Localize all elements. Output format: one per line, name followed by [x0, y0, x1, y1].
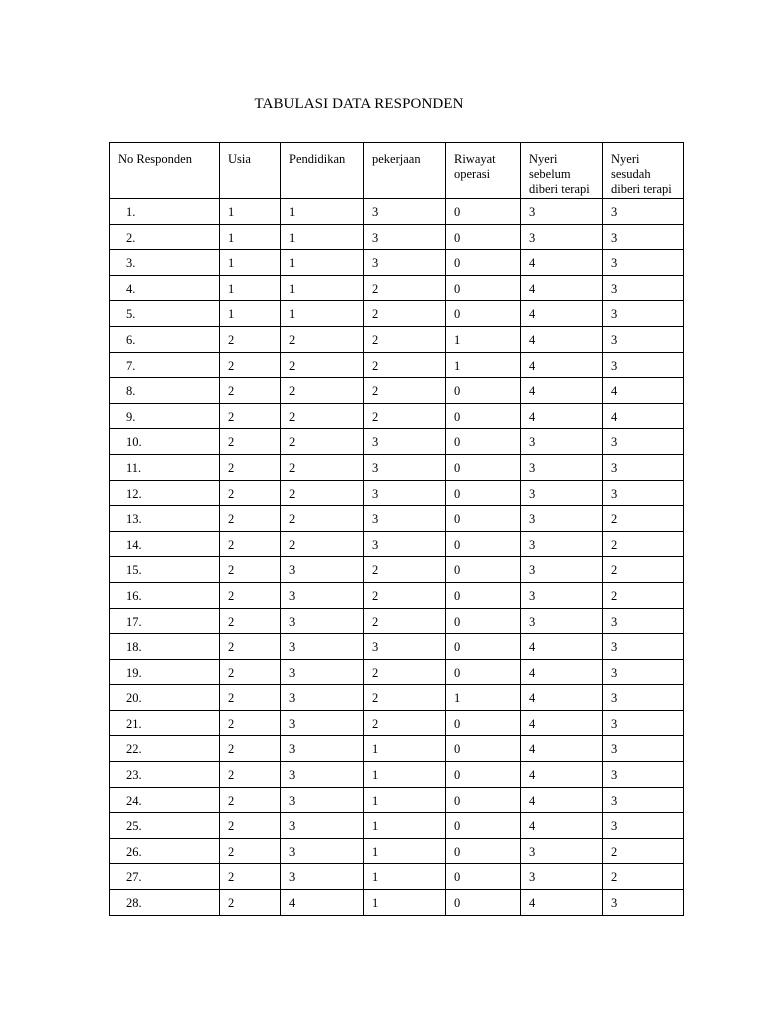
- cell-riwayat-operasi: 0: [446, 890, 521, 916]
- table-row: [110, 813, 684, 839]
- cell-pendidikan: 2: [281, 326, 364, 352]
- table-row: [110, 250, 684, 276]
- column-header-line: Nyeri: [611, 152, 640, 166]
- column-header-line: Nyeri: [529, 152, 558, 166]
- cell-nyeri-sesudah: 3: [603, 275, 684, 301]
- cell-no-responden: 15.: [110, 557, 220, 583]
- cell-pendidikan: 3: [281, 787, 364, 813]
- table-row: [110, 454, 684, 480]
- cell-pendidikan: 3: [281, 582, 364, 608]
- cell-pendidikan: 2: [281, 454, 364, 480]
- cell-nyeri-sesudah: 3: [603, 890, 684, 916]
- cell-pendidikan: 3: [281, 864, 364, 890]
- cell-pekerjaan: 2: [364, 326, 446, 352]
- cell-usia: 2: [220, 838, 281, 864]
- cell-riwayat-operasi: 0: [446, 403, 521, 429]
- cell-usia: 1: [220, 301, 281, 327]
- cell-nyeri-sesudah: 3: [603, 480, 684, 506]
- cell-no-responden: 6.: [110, 326, 220, 352]
- table-row: [110, 838, 684, 864]
- cell-pekerjaan: 1: [364, 736, 446, 762]
- cell-pendidikan: 2: [281, 531, 364, 557]
- cell-pekerjaan: 2: [364, 275, 446, 301]
- cell-pekerjaan: 3: [364, 480, 446, 506]
- cell-nyeri-sebelum: 4: [521, 736, 603, 762]
- column-header-line: sebelum: [529, 167, 571, 181]
- cell-nyeri-sebelum: 3: [521, 480, 603, 506]
- cell-nyeri-sebelum: 4: [521, 634, 603, 660]
- cell-usia: 2: [220, 557, 281, 583]
- cell-riwayat-operasi: 0: [446, 454, 521, 480]
- cell-no-responden: 14.: [110, 531, 220, 557]
- cell-no-responden: 2.: [110, 224, 220, 250]
- cell-riwayat-operasi: 0: [446, 531, 521, 557]
- cell-riwayat-operasi: 0: [446, 838, 521, 864]
- cell-nyeri-sesudah: 3: [603, 454, 684, 480]
- cell-no-responden: 9.: [110, 403, 220, 429]
- cell-nyeri-sesudah: 3: [603, 685, 684, 711]
- table-row: [110, 557, 684, 583]
- column-header-line: diberi terapi: [529, 182, 590, 196]
- cell-no-responden: 12.: [110, 480, 220, 506]
- table-row: [110, 890, 684, 916]
- cell-nyeri-sesudah: 3: [603, 634, 684, 660]
- cell-pendidikan: 2: [281, 378, 364, 404]
- cell-pendidikan: 4: [281, 890, 364, 916]
- cell-no-responden: 18.: [110, 634, 220, 660]
- cell-nyeri-sebelum: 4: [521, 659, 603, 685]
- cell-usia: 1: [220, 250, 281, 276]
- cell-pekerjaan: 2: [364, 403, 446, 429]
- cell-usia: 1: [220, 224, 281, 250]
- cell-nyeri-sesudah: 2: [603, 557, 684, 583]
- cell-pendidikan: 3: [281, 762, 364, 788]
- cell-usia: 2: [220, 864, 281, 890]
- cell-pekerjaan: 2: [364, 710, 446, 736]
- cell-pendidikan: 3: [281, 710, 364, 736]
- cell-riwayat-operasi: 0: [446, 250, 521, 276]
- cell-nyeri-sebelum: 4: [521, 378, 603, 404]
- cell-no-responden: 20.: [110, 685, 220, 711]
- cell-nyeri-sebelum: 4: [521, 710, 603, 736]
- column-header-no-responden: [110, 143, 220, 199]
- cell-riwayat-operasi: 0: [446, 378, 521, 404]
- table-row: [110, 378, 684, 404]
- cell-riwayat-operasi: 0: [446, 301, 521, 327]
- cell-no-responden: 5.: [110, 301, 220, 327]
- cell-riwayat-operasi: 0: [446, 864, 521, 890]
- cell-usia: 2: [220, 378, 281, 404]
- cell-usia: 2: [220, 403, 281, 429]
- table-row: [110, 480, 684, 506]
- cell-usia: 2: [220, 608, 281, 634]
- cell-riwayat-operasi: 0: [446, 787, 521, 813]
- cell-nyeri-sebelum: 3: [521, 838, 603, 864]
- cell-pendidikan: 3: [281, 659, 364, 685]
- cell-usia: 2: [220, 326, 281, 352]
- table-row: [110, 301, 684, 327]
- column-header-line: Riwayat: [454, 152, 496, 166]
- cell-pekerjaan: 2: [364, 378, 446, 404]
- cell-nyeri-sesudah: 3: [603, 250, 684, 276]
- cell-no-responden: 10.: [110, 429, 220, 455]
- cell-nyeri-sebelum: 4: [521, 890, 603, 916]
- cell-nyeri-sesudah: 3: [603, 326, 684, 352]
- cell-no-responden: 17.: [110, 608, 220, 634]
- cell-no-responden: 21.: [110, 710, 220, 736]
- cell-nyeri-sesudah: 2: [603, 864, 684, 890]
- cell-pekerjaan: 1: [364, 762, 446, 788]
- table-row: [110, 608, 684, 634]
- cell-pendidikan: 3: [281, 685, 364, 711]
- table-row: [110, 659, 684, 685]
- cell-riwayat-operasi: 0: [446, 480, 521, 506]
- cell-nyeri-sebelum: 4: [521, 250, 603, 276]
- cell-pendidikan: 1: [281, 224, 364, 250]
- cell-nyeri-sebelum: 3: [521, 608, 603, 634]
- cell-nyeri-sesudah: 2: [603, 531, 684, 557]
- cell-no-responden: 3.: [110, 250, 220, 276]
- table-row: [110, 429, 684, 455]
- column-header-line: pekerjaan: [372, 152, 421, 166]
- cell-nyeri-sesudah: 3: [603, 352, 684, 378]
- cell-nyeri-sebelum: 3: [521, 454, 603, 480]
- cell-riwayat-operasi: 0: [446, 608, 521, 634]
- cell-nyeri-sebelum: 3: [521, 582, 603, 608]
- cell-pendidikan: 2: [281, 506, 364, 532]
- cell-usia: 2: [220, 429, 281, 455]
- cell-riwayat-operasi: 0: [446, 582, 521, 608]
- cell-pendidikan: 3: [281, 634, 364, 660]
- cell-nyeri-sebelum: 4: [521, 762, 603, 788]
- cell-no-responden: 7.: [110, 352, 220, 378]
- table-body: [110, 199, 684, 916]
- cell-nyeri-sebelum: 3: [521, 224, 603, 250]
- cell-nyeri-sesudah: 3: [603, 301, 684, 327]
- cell-pekerjaan: 2: [364, 582, 446, 608]
- cell-pekerjaan: 1: [364, 838, 446, 864]
- cell-pendidikan: 3: [281, 813, 364, 839]
- cell-riwayat-operasi: 0: [446, 506, 521, 532]
- column-header-line: Usia: [228, 152, 251, 166]
- cell-nyeri-sesudah: 3: [603, 199, 684, 225]
- cell-pekerjaan: 3: [364, 531, 446, 557]
- cell-pekerjaan: 3: [364, 250, 446, 276]
- table-row: [110, 224, 684, 250]
- cell-pekerjaan: 2: [364, 659, 446, 685]
- column-header-line: operasi: [454, 167, 491, 181]
- cell-pekerjaan: 3: [364, 224, 446, 250]
- table-row: [110, 199, 684, 225]
- cell-riwayat-operasi: 0: [446, 429, 521, 455]
- cell-no-responden: 16.: [110, 582, 220, 608]
- cell-nyeri-sesudah: 3: [603, 736, 684, 762]
- cell-riwayat-operasi: 0: [446, 557, 521, 583]
- cell-nyeri-sesudah: 2: [603, 582, 684, 608]
- cell-usia: 2: [220, 582, 281, 608]
- cell-pekerjaan: 1: [364, 864, 446, 890]
- cell-no-responden: 19.: [110, 659, 220, 685]
- cell-usia: 2: [220, 352, 281, 378]
- cell-nyeri-sesudah: 4: [603, 403, 684, 429]
- cell-pendidikan: 2: [281, 429, 364, 455]
- cell-nyeri-sebelum: 3: [521, 557, 603, 583]
- cell-usia: 2: [220, 659, 281, 685]
- cell-pendidikan: 2: [281, 403, 364, 429]
- table-row: [110, 710, 684, 736]
- column-header-line: Pendidikan: [289, 152, 346, 166]
- cell-no-responden: 28.: [110, 890, 220, 916]
- cell-nyeri-sebelum: 4: [521, 787, 603, 813]
- cell-usia: 2: [220, 762, 281, 788]
- cell-riwayat-operasi: 0: [446, 634, 521, 660]
- table-row: [110, 506, 684, 532]
- cell-nyeri-sebelum: 3: [521, 531, 603, 557]
- cell-nyeri-sebelum: 4: [521, 326, 603, 352]
- cell-usia: 2: [220, 813, 281, 839]
- cell-usia: 2: [220, 634, 281, 660]
- cell-pekerjaan: 2: [364, 557, 446, 583]
- cell-no-responden: 8.: [110, 378, 220, 404]
- cell-nyeri-sebelum: 4: [521, 685, 603, 711]
- table-header-row: [110, 143, 684, 199]
- cell-usia: 2: [220, 480, 281, 506]
- column-header-line: diberi terapi: [611, 182, 672, 196]
- cell-pendidikan: 3: [281, 608, 364, 634]
- cell-pekerjaan: 1: [364, 787, 446, 813]
- cell-nyeri-sebelum: 4: [521, 275, 603, 301]
- cell-pendidikan: 2: [281, 480, 364, 506]
- cell-no-responden: 27.: [110, 864, 220, 890]
- column-header-pendidikan: [281, 143, 364, 199]
- cell-nyeri-sebelum: 4: [521, 813, 603, 839]
- cell-nyeri-sebelum: 3: [521, 864, 603, 890]
- cell-pekerjaan: 2: [364, 352, 446, 378]
- cell-nyeri-sesudah: 4: [603, 378, 684, 404]
- cell-riwayat-operasi: 1: [446, 326, 521, 352]
- cell-usia: 2: [220, 454, 281, 480]
- cell-riwayat-operasi: 1: [446, 685, 521, 711]
- cell-pekerjaan: 2: [364, 685, 446, 711]
- cell-riwayat-operasi: 0: [446, 199, 521, 225]
- cell-nyeri-sesudah: 3: [603, 659, 684, 685]
- cell-pekerjaan: 3: [364, 634, 446, 660]
- cell-riwayat-operasi: 0: [446, 736, 521, 762]
- column-header-line: No Responden: [118, 152, 192, 166]
- table-row: [110, 582, 684, 608]
- cell-no-responden: 11.: [110, 454, 220, 480]
- cell-no-responden: 1.: [110, 199, 220, 225]
- cell-nyeri-sebelum: 4: [521, 301, 603, 327]
- cell-usia: 2: [220, 710, 281, 736]
- cell-nyeri-sebelum: 3: [521, 199, 603, 225]
- cell-no-responden: 26.: [110, 838, 220, 864]
- cell-usia: 2: [220, 736, 281, 762]
- cell-no-responden: 24.: [110, 787, 220, 813]
- table-row: [110, 762, 684, 788]
- cell-pendidikan: 2: [281, 352, 364, 378]
- cell-usia: 2: [220, 506, 281, 532]
- cell-pekerjaan: 3: [364, 199, 446, 225]
- column-header-line: sesudah: [611, 167, 651, 181]
- cell-nyeri-sesudah: 3: [603, 787, 684, 813]
- table-row: [110, 403, 684, 429]
- cell-no-responden: 22.: [110, 736, 220, 762]
- table-row: [110, 326, 684, 352]
- cell-nyeri-sebelum: 3: [521, 506, 603, 532]
- cell-riwayat-operasi: 1: [446, 352, 521, 378]
- column-header-riwayat-operasi: [446, 143, 521, 199]
- cell-riwayat-operasi: 0: [446, 224, 521, 250]
- cell-pendidikan: 1: [281, 250, 364, 276]
- table-row: [110, 685, 684, 711]
- cell-nyeri-sebelum: 4: [521, 352, 603, 378]
- cell-pekerjaan: 3: [364, 506, 446, 532]
- column-header-pekerjaan: [364, 143, 446, 199]
- cell-usia: 2: [220, 685, 281, 711]
- cell-nyeri-sesudah: 2: [603, 506, 684, 532]
- cell-usia: 2: [220, 531, 281, 557]
- cell-pendidikan: 3: [281, 557, 364, 583]
- table-row: [110, 352, 684, 378]
- cell-nyeri-sesudah: 2: [603, 838, 684, 864]
- cell-pekerjaan: 2: [364, 301, 446, 327]
- page-title: TABULASI DATA RESPONDEN: [254, 96, 464, 112]
- cell-pendidikan: 1: [281, 275, 364, 301]
- cell-no-responden: 13.: [110, 506, 220, 532]
- cell-no-responden: 23.: [110, 762, 220, 788]
- column-header-nyeri-sesudah: [603, 143, 684, 199]
- cell-pekerjaan: 1: [364, 890, 446, 916]
- cell-nyeri-sesudah: 3: [603, 762, 684, 788]
- cell-riwayat-operasi: 0: [446, 275, 521, 301]
- cell-usia: 2: [220, 787, 281, 813]
- cell-pekerjaan: 3: [364, 429, 446, 455]
- cell-nyeri-sesudah: 3: [603, 224, 684, 250]
- cell-riwayat-operasi: 0: [446, 813, 521, 839]
- cell-usia: 2: [220, 890, 281, 916]
- column-header-usia: [220, 143, 281, 199]
- table-row: [110, 736, 684, 762]
- cell-pendidikan: 1: [281, 301, 364, 327]
- table-row: [110, 787, 684, 813]
- table-row: [110, 634, 684, 660]
- cell-nyeri-sesudah: 3: [603, 710, 684, 736]
- cell-pendidikan: 1: [281, 199, 364, 225]
- cell-pendidikan: 3: [281, 736, 364, 762]
- cell-riwayat-operasi: 0: [446, 659, 521, 685]
- cell-nyeri-sebelum: 3: [521, 429, 603, 455]
- table-row: [110, 275, 684, 301]
- cell-pekerjaan: 2: [364, 608, 446, 634]
- cell-nyeri-sebelum: 4: [521, 403, 603, 429]
- cell-no-responden: 4.: [110, 275, 220, 301]
- cell-usia: 1: [220, 275, 281, 301]
- table-row: [110, 531, 684, 557]
- cell-pekerjaan: 1: [364, 813, 446, 839]
- cell-nyeri-sesudah: 3: [603, 608, 684, 634]
- column-header-nyeri-sebelum: [521, 143, 603, 199]
- cell-riwayat-operasi: 0: [446, 762, 521, 788]
- cell-pekerjaan: 3: [364, 454, 446, 480]
- cell-no-responden: 25.: [110, 813, 220, 839]
- cell-nyeri-sesudah: 3: [603, 429, 684, 455]
- cell-riwayat-operasi: 0: [446, 710, 521, 736]
- cell-nyeri-sesudah: 3: [603, 813, 684, 839]
- table-row: [110, 864, 684, 890]
- cell-pendidikan: 3: [281, 838, 364, 864]
- cell-usia: 1: [220, 199, 281, 225]
- respondent-data-table: [109, 142, 684, 916]
